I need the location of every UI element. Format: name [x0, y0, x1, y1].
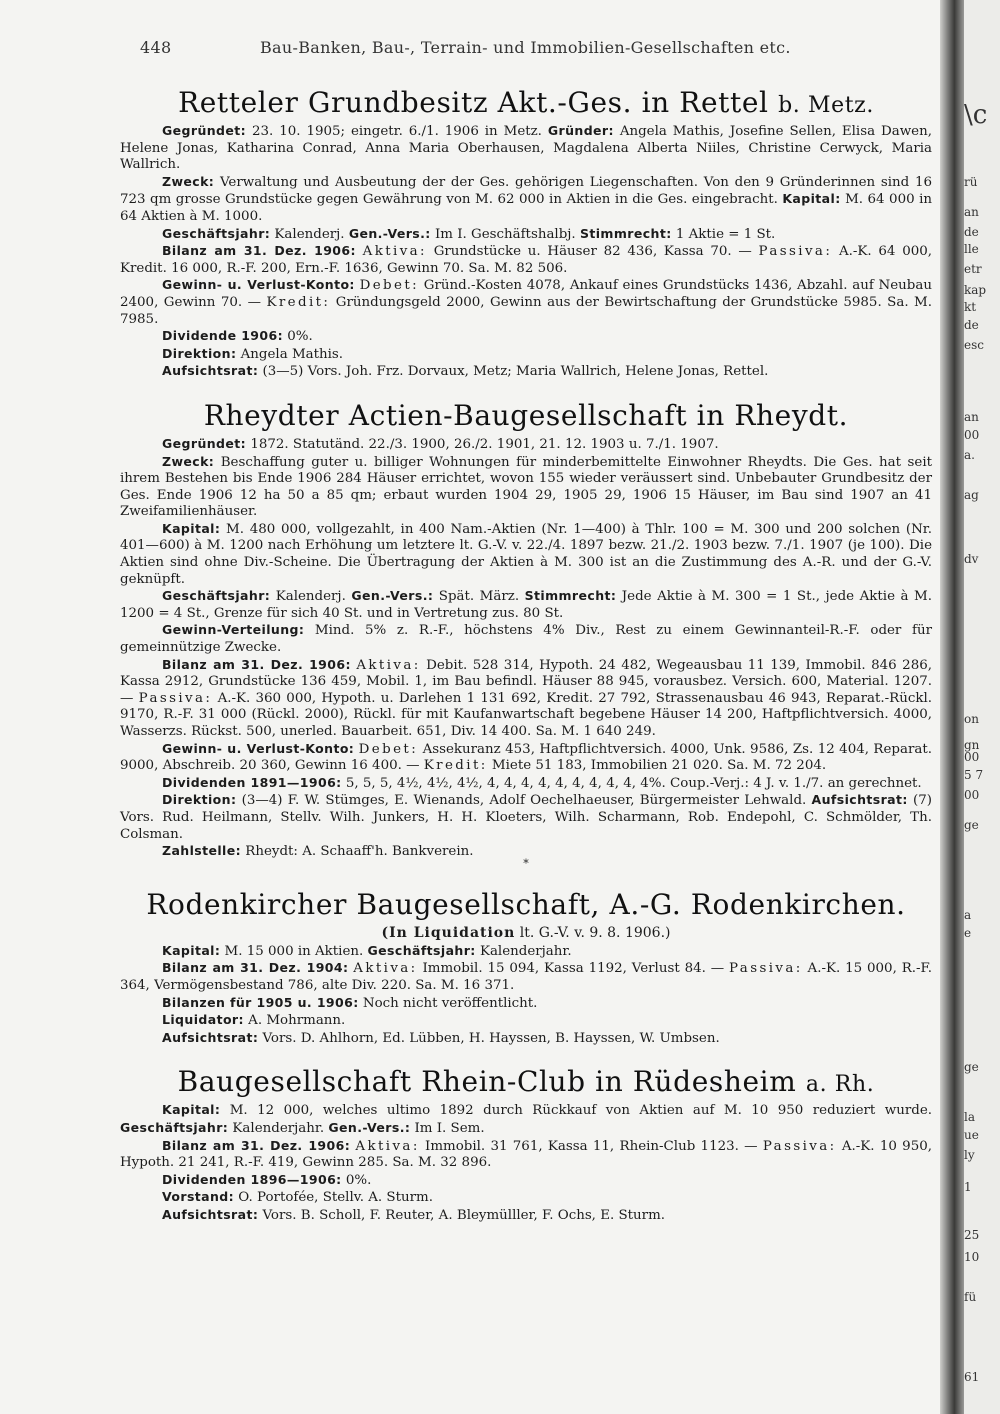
- edge-text-fragment: a: [964, 908, 972, 922]
- field-text: M. 12 000, welches ultimo 1892 durch Rückkauf von Aktien auf M. 10 950 reduziert wurde.: [220, 1103, 932, 1119]
- edge-text-fragment: ly: [964, 1148, 975, 1162]
- edge-text-fragment: ge: [964, 1060, 979, 1074]
- entry-paragraph: [120, 775, 932, 793]
- page-content: [120, 80, 932, 1242]
- field-label: Bilanzen für 1905 u. 1906:: [162, 994, 359, 1010]
- edge-text-fragment: fü: [964, 1290, 977, 1304]
- edge-text-fragment: gn: [964, 738, 980, 752]
- entry-paragraph: [120, 588, 932, 622]
- field-label: Geschäftsjahr:: [162, 225, 271, 241]
- company-title: [120, 86, 932, 119]
- field-label: Stimmrecht:: [579, 225, 672, 241]
- edge-text-fragment: rü: [964, 175, 978, 189]
- field-spaced-label: Aktiva:: [355, 1138, 420, 1154]
- liquidation-date: lt. G.-V. v. 9. 8. 1906.): [515, 924, 671, 941]
- entry-paragraph: [120, 226, 932, 244]
- edge-text-fragment: an: [964, 205, 979, 219]
- field-label: Gen.-Vers.:: [328, 1119, 411, 1135]
- entry-paragraph: [120, 521, 932, 588]
- field-text: 1 Aktie = 1 St.: [671, 226, 776, 242]
- field-label: Kapital:: [162, 1102, 221, 1118]
- field-text: 0%.: [341, 1172, 372, 1188]
- edge-text-fragment: kt: [964, 300, 977, 314]
- field-label: Bilanz am 31. Dez. 1906:: [162, 656, 351, 672]
- edge-text-fragment: kap: [964, 283, 987, 297]
- entry-paragraph: [120, 657, 932, 741]
- field-text: (7) Vors. Rud. Heilmann, Stellv. Wilh. Junkers, H. H. Kloeters, Wilh. Scharmann, Rob. Endepohl, C. Schmölder, Th. Colsman.: [120, 793, 932, 842]
- field-label: Gen.-Vers.:: [351, 588, 434, 604]
- liquidation-label: (In Liquidation: [381, 924, 516, 941]
- field-label: Kapital:: [782, 191, 841, 207]
- entry-paragraph: [120, 943, 932, 961]
- field-text: Jede Aktie à M. 300 = 1 St., jede Aktie à M. 1200 = 4 St., Grenze für sich 40 St. und in Vertretung zus. 80 St.: [120, 589, 933, 621]
- entry-paragraph: [120, 174, 932, 226]
- entry-paragraph: [120, 1138, 932, 1172]
- field-spaced-label: Passiva:: [758, 244, 833, 260]
- field-text: Beschaffung guter u. billiger Wohnungen für minderbemittelte Einwohner Rheydts. Die Ges. hat seit ihrem Bestehen bis Ende 1906 284 Häuser errichtet, wovon 155 wieder veräussert sind. Unbebauter Grundbesitz der Ges. Ende 1906 12 ha 50 a 85 qm; erbaut wurden 1904 29, 1905 29, 1906 15 Häuser, im Bau sind 1907 an 41 Zweifamilienhäuser.: [120, 454, 932, 520]
- field-text: M. 64 000 in 64 Aktien à M. 1000.: [120, 192, 933, 224]
- field-text: Kalenderj.: [270, 589, 352, 605]
- company-name: Baugesellschaft Rhein-Club in Rüdesheim: [177, 1065, 797, 1099]
- field-text: 1872. Statutänd. 22./3. 1900, 26./2. 1901, 21. 12. 1903 u. 7./1. 1907.: [246, 436, 719, 452]
- edge-text-fragment: lle: [964, 242, 979, 256]
- field-text: A. Mohrmann.: [243, 1013, 346, 1029]
- edge-text-fragment: ue: [964, 1128, 979, 1142]
- field-text: (3—5) Vors. Joh. Frz. Dorvaux, Metz; Maria Wallrich, Helene Jonas, Rettel.: [258, 364, 769, 380]
- field-text: Miete 51 183, Immobilien 21 020. Sa. M. 72 204.: [487, 758, 827, 774]
- entry-paragraph: [120, 1189, 932, 1207]
- field-label: Bilanz am 31. Dez. 1904:: [162, 960, 349, 976]
- field-text: Verwaltung und Ausbeutung der der Ges. gehörigen Liegenschaften. Von den 9 Gründerinnen sind 16 723 qm grosse Grundstücke gegen Gewährung von M. 62 000 in Aktien in die Ges. eingebracht.: [120, 174, 932, 208]
- entry-paragraph: [120, 454, 932, 521]
- company-title: [120, 399, 932, 432]
- field-text: Vors. D. Ahlhorn, Ed. Lübben, H. Hayssen, B. Hayssen, W. Umbsen.: [258, 1030, 720, 1046]
- field-text: Gründ.-Kosten 4078, Ankauf eines Grundstücks 1436, Abzahl. auf Neubau 2400, Gewinn 70. —: [120, 278, 932, 310]
- field-text: Im I. Sem.: [410, 1120, 485, 1136]
- field-label: Vorstand:: [162, 1189, 235, 1205]
- field-text: Angela Mathis, Josefine Sellen, Elisa Dawen, Helene Jonas, Katharina Conrad, Anna Maria Oberhausen, Magdalena Alberta Niiles, Christine Cerwyck, Maria Wallrich.: [120, 124, 932, 173]
- edge-text-fragment: 61: [964, 1370, 980, 1384]
- company-location: b. Metz.: [778, 93, 874, 118]
- field-text: Gründungsgeld 2000, Gewinn aus der Bewirtschaftung der Grundstücke 5985. Sa. M. 7985.: [120, 294, 932, 327]
- field-spaced-label: Debet:: [358, 741, 419, 757]
- company-location: a. Rh.: [805, 1072, 875, 1098]
- edge-text-fragment: e: [964, 926, 972, 940]
- edge-text-fragment: de: [964, 225, 979, 239]
- edge-text-fragment: esc: [964, 338, 984, 352]
- field-spaced-label: Aktiva:: [356, 657, 421, 673]
- field-label: Bilanz am 31. Dez. 1906:: [162, 1137, 351, 1153]
- field-text: M. 480 000, vollgezahlt, in 400 Nam.-Aktien (Nr. 1—400) à Thlr. 100 = M. 300 und 200 solchen (Nr. 401—600) à M. 1200 nach Erhöhung um letztere lt. G.-V. v. 22./4. 1897 bezw. 21./2. 1903 bezw. 7./1. 1907 (je 100). Die Aktien sind ohne Div.-Scheine. Die Übertragung der Aktien à M. 300 ist an die Zustimmung des A.-R. und der G.-V. geknüpft.: [120, 521, 932, 587]
- field-text: A.-K. 360 000, Hypoth. u. Darlehen 1 131 692, Kredit. 27 792, Strassenausbau 46 943, Reparat.-Rückl. 9170, R.-F. 31 000 (Rückl. 2000), Rückl. für mit Kaufanwartschaft begebene Häuser 14 200, Haftpflichtversich. 4000, Wasserzs. Rückst. 500, unerled. Bauarbeit. 651, Div. 14 400. Sa. M. 1 640 249.: [120, 690, 932, 739]
- edge-text-fragment: 00: [964, 788, 980, 802]
- entry-footer-mark: *: [523, 856, 529, 870]
- field-spaced-label: Passiva:: [138, 690, 213, 706]
- edge-text-fragment: ag: [964, 488, 979, 502]
- edge-text-fragment: 1: [964, 1180, 972, 1194]
- company-name: Rodenkircher Baugesellschaft, A.-G. Rodenkirchen.: [146, 887, 906, 921]
- field-text: 0%.: [282, 329, 313, 345]
- field-label: Kapital:: [162, 520, 221, 536]
- entry-paragraph: [120, 123, 932, 174]
- field-label: Liquidator:: [162, 1012, 244, 1028]
- edge-text-fragment: de: [964, 318, 979, 332]
- field-text: Mind. 5% z. R.-F., höchstens 4% Div., Rest zu einem Gewinnanteil-R.-F. oder für gemeinnützige Zwecke.: [120, 623, 932, 656]
- field-spaced-label: Passiva:: [762, 1138, 837, 1154]
- field-text: Vors. B. Scholl, F. Reuter, A. Bleymülller, F. Ochs, E. Sturm.: [258, 1207, 666, 1223]
- entry-paragraph: [120, 960, 932, 994]
- edge-text-fragment: 10: [964, 1250, 980, 1264]
- field-label: Gewinn- u. Verlust-Konto:: [162, 277, 355, 293]
- entry-paragraph: [120, 1030, 932, 1048]
- field-label: Geschäftsjahr:: [367, 942, 476, 958]
- field-spaced-label: Aktiva:: [362, 244, 427, 260]
- field-label: Gen.-Vers.:: [348, 225, 431, 241]
- field-text: Spät. März.: [433, 589, 525, 605]
- edge-text-fragment: dv: [964, 552, 979, 566]
- edge-text-fragment: 25: [964, 1228, 980, 1242]
- field-spaced-label: Debet:: [359, 278, 420, 294]
- field-text: 23. 10. 1905; eingetr. 6./1. 1906 in Metz.: [246, 124, 548, 139]
- entry-paragraph: [120, 436, 932, 454]
- field-label: Aufsichtsrat:: [811, 792, 908, 808]
- field-label: Gegründet:: [162, 435, 247, 451]
- field-label: Aufsichtsrat:: [162, 1206, 259, 1222]
- field-label: Dividenden 1896—1906:: [162, 1171, 342, 1187]
- field-label: Direktion:: [162, 792, 237, 808]
- field-label: Direktion:: [162, 345, 237, 361]
- field-label: Gründer:: [547, 123, 614, 138]
- edge-text-fragment: on: [964, 712, 979, 726]
- company-entry: [120, 888, 932, 1048]
- entry-paragraph: [120, 243, 932, 277]
- edge-text-fragment: etr: [964, 262, 982, 276]
- entry-paragraph: [120, 363, 932, 381]
- entry-paragraph: [120, 741, 932, 775]
- field-text: A.-K. 64 000, Kredit. 16 000, R.-F. 200, Ern.-F. 1636, Gewinn 70. Sa. M. 82 506.: [120, 244, 933, 276]
- field-label: Dividenden 1891—1906:: [162, 774, 342, 790]
- field-text: Immobil. 15 094, Kassa 1192, Verlust 84. —: [417, 961, 729, 977]
- field-label: Aufsichtsrat:: [162, 363, 259, 379]
- field-text: Noch nicht veröffentlicht.: [358, 995, 538, 1011]
- edge-text-fragment: \c: [964, 100, 988, 130]
- entry-paragraph: [120, 792, 932, 843]
- field-text: 5, 5, 5, 4½, 4½, 4½, 4, 4, 4, 4, 4, 4, 4, 4, 4, 4%. Coup.-Verj.: 4 J. v. 1./7. an gerechnet.: [341, 775, 922, 791]
- field-label: Aufsichtsrat:: [162, 1029, 259, 1045]
- company-entry: [120, 399, 932, 870]
- field-label: Kapital:: [162, 942, 221, 958]
- field-label: Zweck:: [162, 453, 215, 469]
- company-title: [120, 888, 932, 921]
- field-text: Grundstücke u. Häuser 82 436, Kassa 70. —: [426, 244, 759, 260]
- field-text: Kalenderjahr.: [475, 943, 572, 959]
- field-label: Zweck:: [162, 173, 215, 189]
- edge-text-fragment: an: [964, 410, 979, 424]
- field-spaced-label: Kredit:: [423, 758, 488, 774]
- field-text: Kalenderjahr.: [228, 1120, 329, 1136]
- field-label: Stimmrecht:: [524, 588, 617, 604]
- field-label: Geschäftsjahr:: [120, 1119, 229, 1135]
- field-text: Immobil. 31 761, Kassa 11, Rhein-Club 1123. —: [419, 1138, 763, 1154]
- book-gutter: [940, 0, 964, 1414]
- field-label: Gewinn- u. Verlust-Konto:: [162, 740, 355, 756]
- entry-paragraph: [120, 346, 932, 364]
- entry-paragraph: [120, 622, 932, 656]
- edge-text-fragment: 00: [964, 428, 980, 442]
- field-text: Debit. 528 314, Hypoth. 24 482, Wegeausbau 11 139, Immobil. 846 286, Kassa 2912, Grundstücke 136 459, Mobil. 1, im Bau befindl. Häuser 88 945, vorausbez. Versich. 600, Material. 1207. —: [120, 657, 932, 706]
- field-text: (3—4) F. W. Stümges, E. Wienands, Adolf Oechelhaeuser, Bürgermeister Lehwald.: [236, 793, 812, 809]
- field-label: Geschäftsjahr:: [162, 588, 271, 604]
- running-title: Bau-Banken, Bau-, Terrain- und Immobilien-Gesellschaften etc.: [260, 38, 791, 57]
- entry-paragraph: [120, 1012, 932, 1030]
- company-entry: [120, 1065, 932, 1224]
- page-number: 448: [140, 38, 172, 57]
- company-name: Rheydter Actien-Baugesellschaft in Rheydt.: [203, 398, 849, 432]
- field-text: A.-K. 10 950, Hypoth. 21 241, R.-F. 419, Gewinn 285. Sa. M. 32 896.: [120, 1138, 932, 1171]
- entry-paragraph: [120, 1172, 932, 1190]
- field-text: Kalenderj.: [270, 226, 349, 242]
- field-text: [356, 244, 363, 259]
- field-label: Gewinn-Verteilung:: [162, 622, 305, 638]
- field-label: Gegründet:: [162, 123, 247, 138]
- entry-paragraph: [120, 277, 932, 328]
- edge-text-fragment: a.: [964, 448, 975, 462]
- field-text: Assekuranz 453, Haftpflichtversich. 4000, Unk. 9586, Zs. 12 404, Reparat. 9000, Abschreib. 20 360, Gewinn 16 400. —: [120, 741, 933, 774]
- field-label: Dividende 1906:: [162, 328, 283, 344]
- field-label: Bilanz am 31. Dez. 1906:: [162, 243, 356, 259]
- entry-paragraph: [120, 1102, 932, 1137]
- company-title: [120, 1065, 932, 1098]
- field-label: Zahlstelle:: [162, 843, 242, 859]
- adjacent-page-edge: [964, 0, 1000, 1414]
- edge-text-fragment: 5 7: [964, 768, 984, 782]
- edge-text-fragment: 00: [964, 750, 980, 764]
- field-text: Angela Mathis.: [236, 346, 344, 362]
- field-text: O. Portofée, Stellv. A. Sturm.: [234, 1190, 433, 1206]
- entry-paragraph: [120, 995, 932, 1013]
- edge-text-fragment: ge: [964, 818, 979, 832]
- liquidation-note: [120, 925, 932, 941]
- field-spaced-label: Passiva:: [729, 961, 803, 977]
- field-spaced-label: Kredit:: [266, 294, 331, 310]
- entry-paragraph: [120, 1207, 932, 1225]
- company-name: Retteler Grundbesitz Akt.-Ges. in Rettel: [178, 86, 769, 119]
- field-text: A.-K. 15 000, R.-F. 364, Vermögensbestand 786, alte Div. 220. Sa. M. 16 371.: [120, 961, 933, 993]
- field-text: M. 15 000 in Aktien.: [220, 943, 368, 959]
- field-text: Rheydt: A. Schaaff'h. Bankverein.: [241, 844, 474, 860]
- edge-text-fragment: la: [964, 1110, 975, 1124]
- company-entry: [120, 86, 932, 381]
- field-spaced-label: Aktiva:: [353, 961, 418, 977]
- field-text: Im I. Geschäftshalbj.: [430, 226, 580, 242]
- entry-paragraph: [120, 328, 932, 346]
